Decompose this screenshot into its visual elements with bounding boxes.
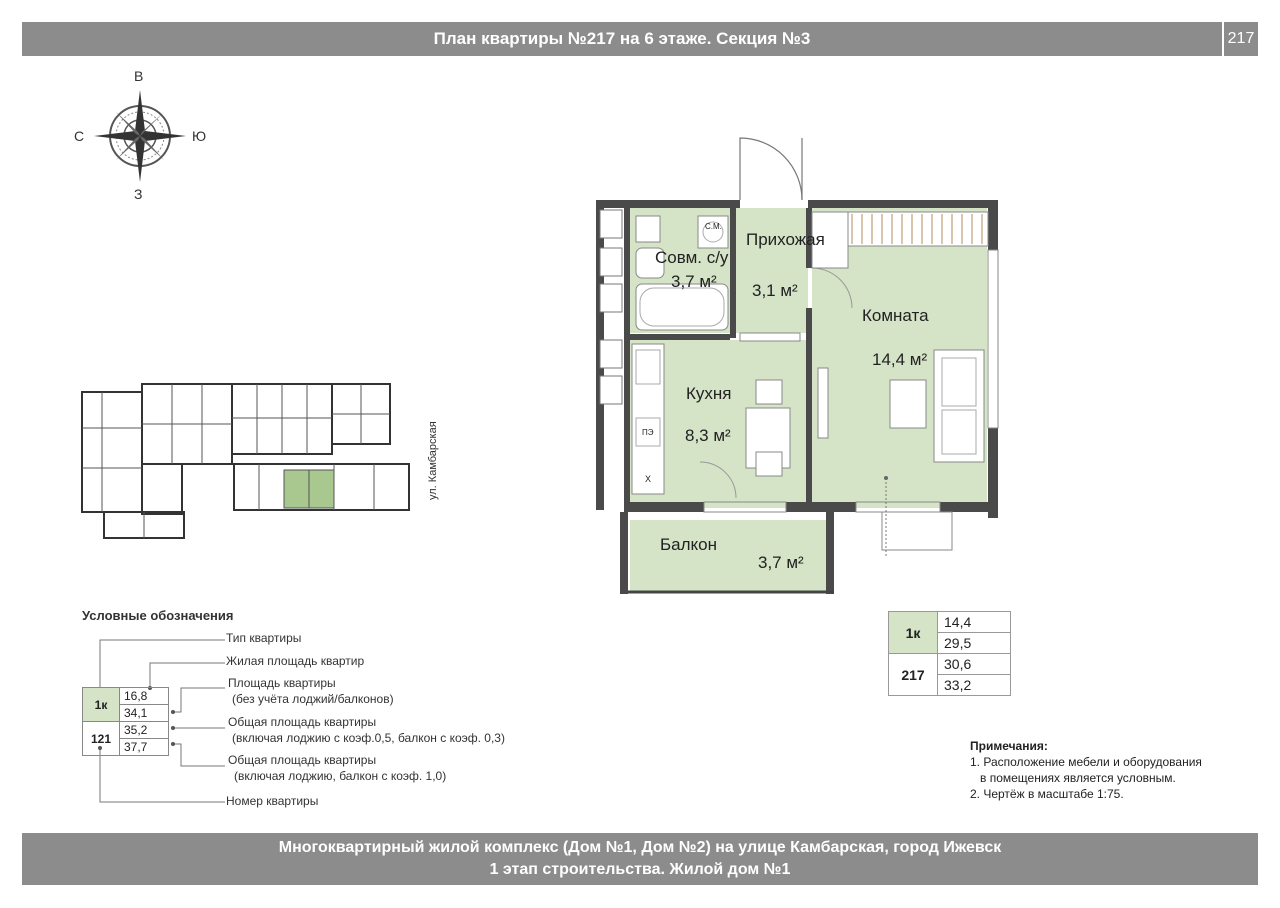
notes-line-1b: в помещениях является условным. <box>980 771 1176 785</box>
footer-bar <box>22 833 1258 885</box>
legend-label-living: Жилая площадь квартир <box>226 654 365 668</box>
apartment-type: 1к <box>889 612 938 654</box>
table-cell: 37,7 <box>120 739 169 756</box>
table-cell: 34,1 <box>120 705 169 722</box>
hall-name: Прихожая <box>746 230 825 249</box>
kitchen-name: Кухня <box>686 384 732 403</box>
apartment-floor-plan <box>590 128 1010 606</box>
compass-south-label: З <box>134 186 143 202</box>
hall-area: 3,1 м² <box>752 281 798 300</box>
table-cell: 29,5 <box>938 633 1011 654</box>
compass-rose-icon <box>92 88 188 184</box>
table-cell: 30,6 <box>938 654 1011 675</box>
legend-label-area3-note: (включая лоджию, балкон с коэф. 1,0) <box>234 769 447 783</box>
compass-west-label: С <box>74 128 85 144</box>
legend-sample-type: 1к <box>83 688 120 722</box>
table-cell: 14,4 <box>938 612 1011 633</box>
compass-north-label: В <box>134 68 144 84</box>
bathroom-area: 3,7 м² <box>671 272 717 291</box>
table-cell: 35,2 <box>120 722 169 739</box>
notes-block <box>970 738 1202 802</box>
page-number: 217 <box>1224 22 1258 56</box>
table-cell: 33,2 <box>938 675 1011 696</box>
washer-label: С.М. <box>705 222 722 231</box>
room-area: 14,4 м² <box>872 350 928 369</box>
street-label: ул. Камбарская <box>427 421 439 500</box>
bathroom-name: Совм. с/у <box>655 248 729 267</box>
apartment-summary-table <box>888 611 1011 696</box>
footer-line-2: 1 этап строительства. Жилой дом №1 <box>489 861 791 878</box>
legend-label-area2-note: (включая лоджию с коэф.0,5, балкон с коэф. 0,3) <box>232 731 505 745</box>
notes-line-2: 2. Чертёж в масштабе 1:75. <box>970 787 1124 801</box>
page-title: План квартиры №217 на 6 этаже. Секция №3 <box>22 22 1222 56</box>
footer-line-1: Многоквартирный жилой комплекс (Дом №1, Дом №2) на улице Камбарская, город Ижевск <box>278 839 1002 856</box>
legend-sample-table <box>82 687 169 756</box>
legend-label-number: Номер квартиры <box>226 794 319 808</box>
balcony-area: 3,7 м² <box>758 553 804 572</box>
notes-line-1: 1. Расположение мебели и оборудования <box>970 755 1202 769</box>
balcony-name: Балкон <box>660 535 718 554</box>
notes-title: Примечания: <box>970 739 1048 753</box>
apartment-number: 217 <box>889 654 938 696</box>
compass-east-label: Ю <box>192 128 207 144</box>
legend-label-area3: Общая площадь квартиры <box>228 753 377 767</box>
kitchen-area: 8,3 м² <box>685 426 731 445</box>
fridge-label: Х <box>645 474 652 484</box>
legend-label-area2: Общая площадь квартиры <box>228 715 377 729</box>
legend-title: Условные обозначения <box>82 608 234 623</box>
legend-label-type: Тип квартиры <box>226 631 302 645</box>
legend-label-area1-note: (без учёта лоджий/балконов) <box>232 692 394 706</box>
stove-label: ПЭ <box>642 428 654 437</box>
table-cell: 16,8 <box>120 688 169 705</box>
room-name: Комната <box>862 306 929 325</box>
floor-key-plan <box>74 378 414 543</box>
legend-sample-number: 121 <box>83 722 120 756</box>
legend-label-area1: Площадь квартиры <box>228 676 336 690</box>
